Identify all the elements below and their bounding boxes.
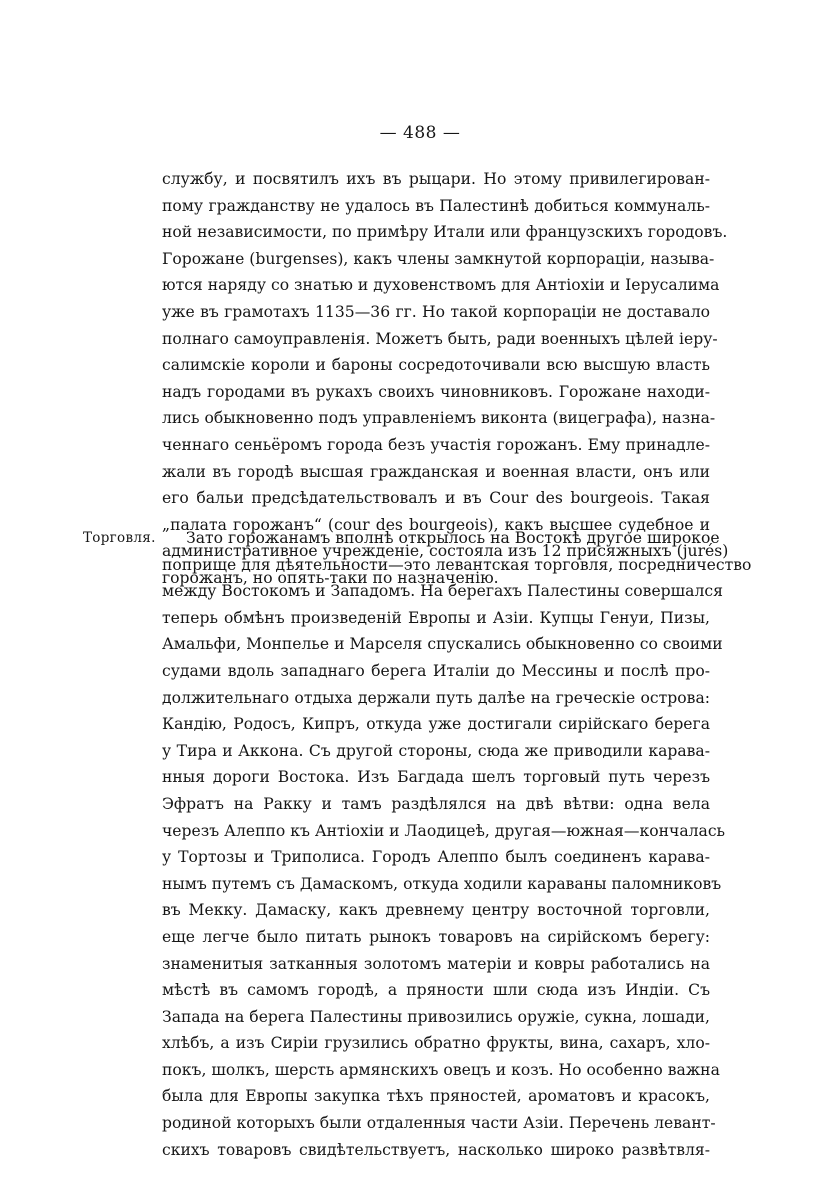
text-line: ются наряду со знатью и духовенствомъ для Антіохіи и Іерусалима — [162, 276, 720, 295]
text-line: полнаго самоуправленія. Можетъ быть, ради военныхъ цѣлей іеру- — [162, 329, 718, 348]
text-line: должительнаго отдыха держали путь далѣе на греческіе острова: — [162, 688, 710, 707]
text-line: службу, и посвятилъ ихъ въ рыцари. Но этому привилегирован- — [162, 170, 710, 188]
text-line: лись обыкновенно подъ управленіемъ виконта (вицеграфа), назна- — [162, 409, 716, 428]
text-line: была для Европы закупка тѣхъ пряностей, ароматовъ и красокъ, — [162, 1087, 710, 1106]
text-line: административное учрежденіе, состояла изъ 12 присяжныхъ (jurés) — [162, 542, 729, 561]
text-line: у Тира и Аккона. Съ другой стороны, сюда же приводили карава- — [162, 741, 710, 760]
text-line: судами вдоль западнаго берега Италіи до Мессины и послѣ про- — [162, 661, 710, 680]
text-line: между Востокомъ и Западомъ. На берегахъ Палестины совершался — [162, 582, 723, 601]
text-line: еще легче было питать рынокъ товаровъ на сирійскомъ берегу: — [162, 927, 710, 946]
margin-note-trade: Торговля. — [83, 530, 156, 546]
text-line: ченнаго сеньёромъ города безъ участія горожанъ. Ему принадле- — [162, 435, 710, 454]
text-line: Зато горожанамъ вполнѣ открылось на Востокѣ другое широкое — [186, 529, 720, 547]
text-line: Горожане (burgenses), какъ члены замкнутой корпораціи, называ- — [162, 249, 715, 268]
text-line: Запада на берега Палестины привозились оружіе, сукна, лошади, — [162, 1007, 710, 1026]
text-line: жали въ городѣ высшая гражданская и военная власти, онъ или — [162, 462, 710, 481]
text-line: теперь обмѣнъ произведеній Европы и Азіи. Купцы Генуи, Пизы, — [162, 608, 710, 627]
text-line: въ Мекку. Дамаску, какъ древнему центру восточной торговли, — [162, 901, 710, 920]
text-line: пому гражданству не удалось въ Палестинѣ добиться коммуналь- — [162, 196, 710, 215]
text-line: Эфратъ на Ракку и тамъ раздѣлялся на двѣ вѣтви: одна вела — [162, 794, 710, 813]
text-line: скихъ товаровъ свидѣтельствуетъ, насколько широко развѣтвля- — [162, 1140, 710, 1159]
text-line: уже въ грамотахъ 1135—36 гг. Но такой корпораціи не доставало — [162, 302, 710, 321]
text-line: черезъ Алеппо къ Антіохіи и Лаодицеѣ, другая—южная—кончалась — [162, 821, 726, 840]
page-number: — 488 — — [379, 123, 461, 143]
text-line: знаменитыя затканныя золотомъ матеріи и ковры работались на — [162, 954, 710, 973]
text-line: Амальфи, Монпелье и Марселя спускались обыкновенно со своими — [162, 635, 723, 654]
text-line: мѣстѣ въ самомъ городѣ, а пряности шли сюда изъ Индіи. Съ — [162, 981, 710, 1000]
text-line: нымъ путемъ съ Дамаскомъ, откуда ходили караваны паломниковъ — [162, 874, 722, 893]
text-line: покъ, шолкъ, шерсть армянскихъ овецъ и козъ. Но особенно важна — [162, 1060, 720, 1079]
text-line: поприще для дѣятельности—это левантская торговля, посредничество — [162, 555, 752, 574]
paragraph-trade — [162, 525, 752, 1163]
text-line: надъ городами въ рукахъ своихъ чиновниковъ. Горожане находи- — [162, 382, 710, 401]
text-line: „палата горожанъ“ (cour des bourgeois), какъ высшее судебное и — [162, 515, 710, 534]
text-line: хлѣбъ, а изъ Сиріи грузились обратно фрукты, вина, сахаръ, хло- — [162, 1034, 710, 1053]
text-line: Кандію, Родосъ, Кипръ, откуда уже достигали сирійскаго берега — [162, 715, 710, 734]
text-line: родиной которыхъ были отдаленныя части Азіи. Перечень левант- — [162, 1114, 716, 1133]
text-line: горожанъ, но опять-таки по назначенію. — [162, 568, 499, 587]
text-line: ной независимости, по примѣру Итали или французскихъ городовъ. — [162, 223, 728, 242]
text-line: нныя дороги Востока. Изъ Багдада шелъ торговый путь черезъ — [162, 768, 710, 787]
text-line: у Тортозы и Триполиса. Городъ Алеппо былъ соединенъ карава- — [162, 848, 710, 867]
text-line: его бальи предсѣдательствовалъ и въ Cour des bourgeois. Такая — [162, 489, 710, 508]
text-line: салимскіе короли и бароны сосредоточивали всю высшую власть — [162, 356, 710, 375]
